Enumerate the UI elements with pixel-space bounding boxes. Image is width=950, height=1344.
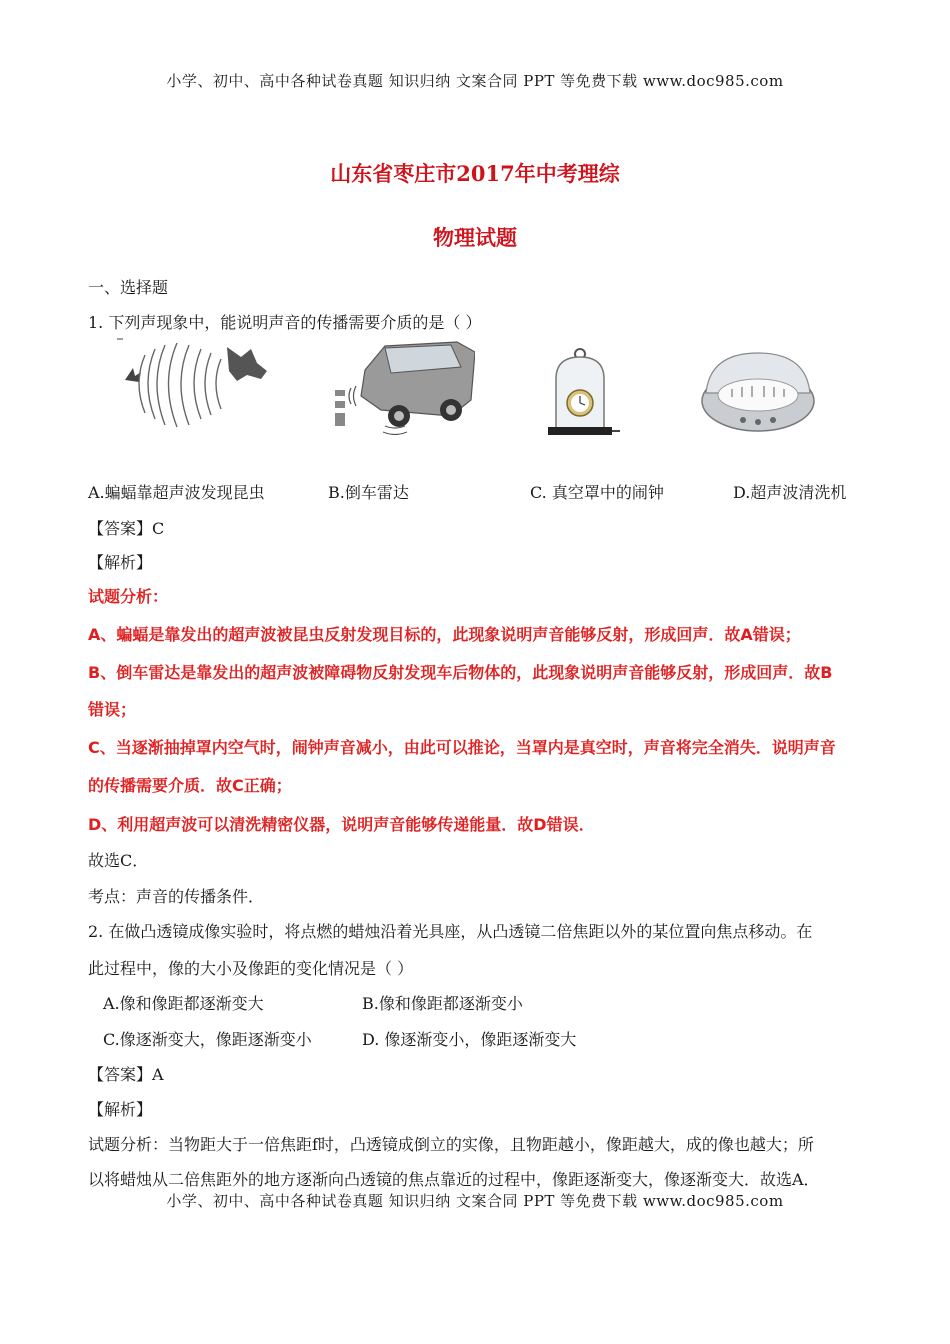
q2-analysis-line: 试题分析：当物距大于一倍焦距f时，凸透镜成倒立的实像，且物距越小，像距越大，成的像也越大；所 [88, 1135, 814, 1154]
bell-jar-clock-picture [540, 345, 620, 440]
bat-icon [227, 347, 267, 381]
q1-option-d: D.超声波清洗机 [733, 483, 847, 502]
q2-option-c: C.像逐渐变大，像距逐渐变小 [103, 1030, 312, 1049]
q2-option-d: D. 像逐渐变小，像距逐渐变大 [362, 1030, 577, 1049]
q2-analysis-label: 【解析】 [88, 1100, 153, 1119]
ultrasonic-cleaner-picture [698, 345, 818, 437]
q1-option-a: A.蝙蝠靠超声波发现昆虫 [88, 483, 265, 502]
page-footer: 小学、初中、高中各种试卷真题 知识归纳 文案合同 PPT 等免费下载 www.doc985.com [166, 1192, 784, 1210]
q1-answer: 【答案】C [88, 519, 165, 538]
q1-knowledge-point: 考点：声音的传播条件． [88, 887, 265, 906]
q1-analysis-label: 【解析】 [88, 553, 153, 572]
q1-analysis-line: C、当逐渐抽掉罩内空气时，闹钟声音减小，由此可以推论，当罩内是真空时，声音将完全消失．说明声音 [88, 738, 836, 757]
q1-analysis-title: 试题分析： [88, 587, 169, 606]
q1-analysis-line: B、倒车雷达是靠发出的超声波被障碍物反射发现车后物体的，此现象说明声音能够反射，形成回声．故B [88, 663, 833, 682]
page-subtitle: 物理试题 [433, 225, 517, 250]
section-heading: 一、选择题 [88, 278, 169, 297]
q1-conclusion: 故选C． [88, 851, 149, 870]
reverse-radar-picture [325, 340, 475, 435]
q1-analysis-line: 错误； [88, 700, 137, 719]
q2-answer: 【答案】A [88, 1065, 164, 1084]
q1-option-c: C. 真空罩中的闹钟 [530, 483, 664, 502]
q1-option-b: B.倒车雷达 [328, 483, 409, 502]
bat-ultrasound-picture [115, 335, 275, 430]
q1-analysis-line: 的传播需要介质．故C正确； [88, 776, 292, 795]
question-1-stem: 1. 下列声现象中，能说明声音的传播需要介质的是（ ） [88, 313, 482, 332]
question-2-stem: 2. 在做凸透镜成像实验时，将点燃的蜡烛沿着光具座，从凸透镜二倍焦距以外的某位置向焦点移动。在 [88, 922, 813, 941]
page-title: 山东省枣庄市2017年中考理综 [330, 161, 620, 186]
q2-analysis-line: 以将蜡烛从二倍焦距外的地方逐渐向凸透镜的焦点靠近的过程中，像距逐渐变大，像逐渐变大．故选A． [88, 1170, 820, 1189]
q2-option-b: B.像和像距都逐渐变小 [362, 994, 523, 1013]
q1-analysis-line: A、蝙蝠是靠发出的超声波被昆虫反射发现目标的，此现象说明声音能够反射，形成回声．故A错误； [88, 625, 801, 644]
q1-analysis-line: D、利用超声波可以清洗精密仪器，说明声音能够传递能量．故D错误． [88, 815, 595, 834]
question-2-stem-cont: 此过程中，像的大小及像距的变化情况是（ ） [88, 959, 414, 978]
page-header: 小学、初中、高中各种试卷真题 知识归纳 文案合同 PPT 等免费下载 www.doc985.com [166, 72, 784, 90]
q2-option-a: A.像和像距都逐渐变大 [103, 994, 264, 1013]
